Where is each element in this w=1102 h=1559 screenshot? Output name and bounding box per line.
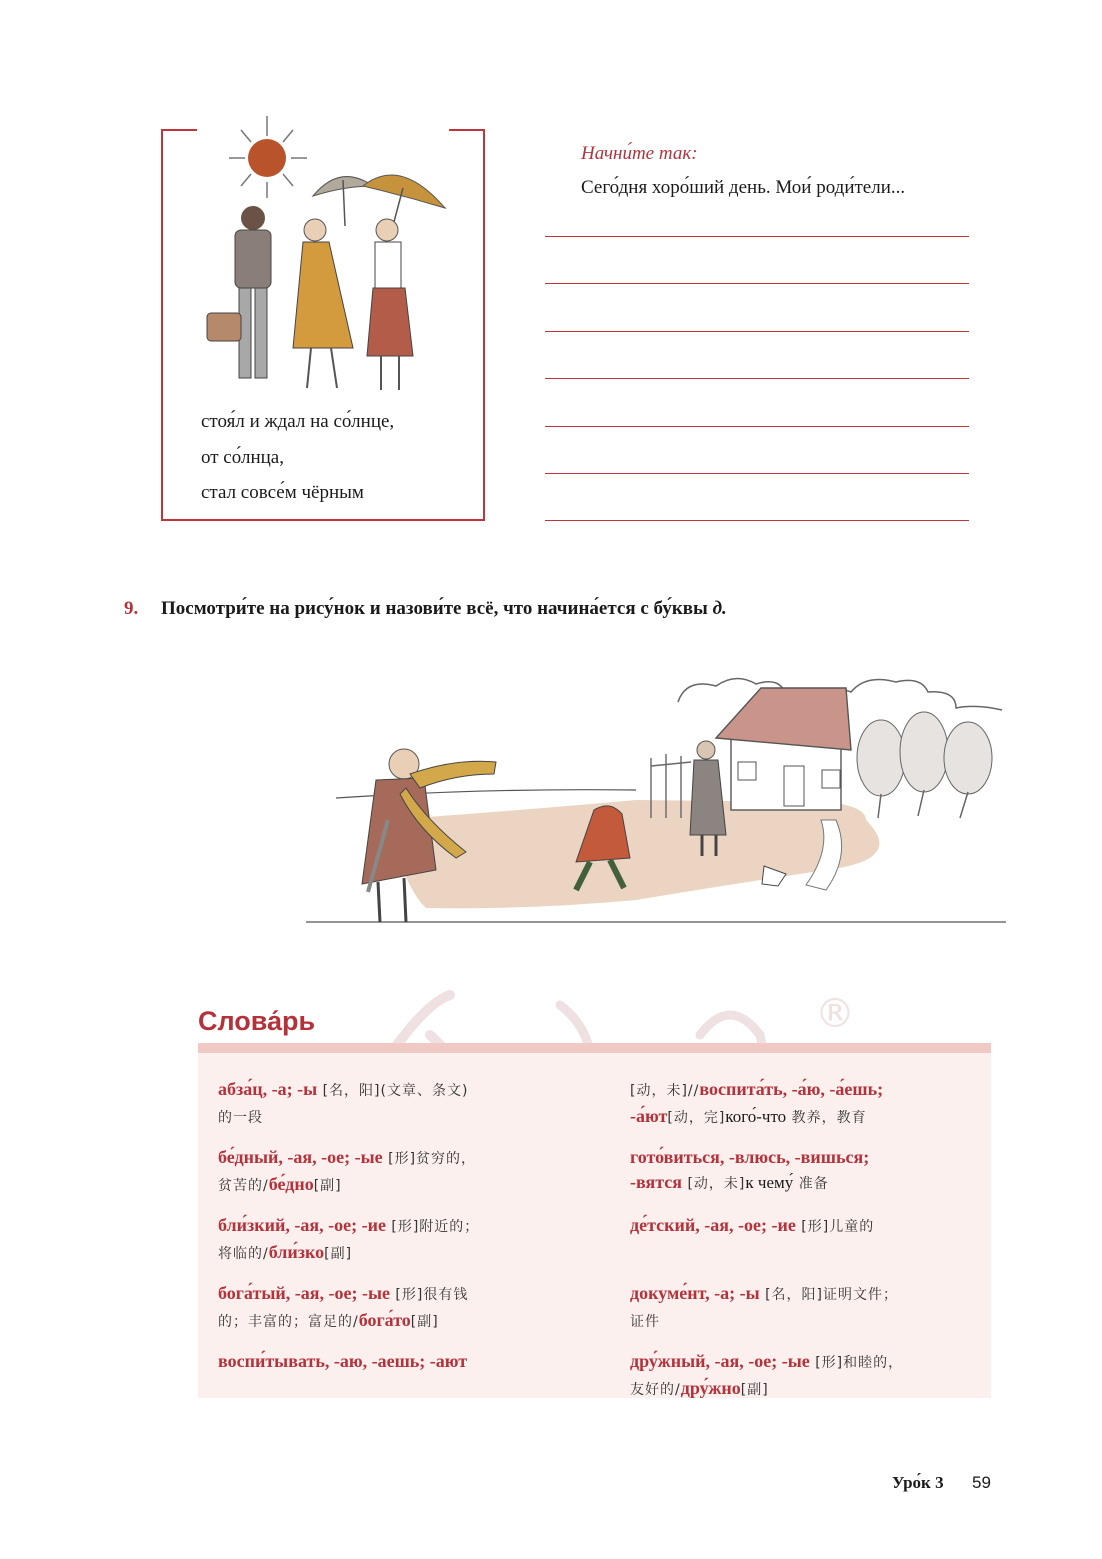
- task-letter: д.: [712, 598, 727, 619]
- vocab-entry-line: [630, 1376, 903, 1403]
- vocab-entry-line: [218, 1172, 476, 1199]
- vocab-entry: [630, 1077, 883, 1131]
- prompt-label: Начни́те так:: [581, 143, 698, 164]
- vocab-headword: бли́зкий, -ая, -ое; -ие: [218, 1215, 386, 1235]
- writing-line[interactable]: [545, 520, 969, 521]
- vocab-gloss: 准备: [793, 1176, 829, 1192]
- people-in-sun-illustration: [195, 108, 455, 398]
- vocab-entry: [218, 1281, 468, 1335]
- vocab-gloss: 教养，教育: [786, 1110, 867, 1126]
- vocab-government: к чему́: [745, 1173, 794, 1192]
- vocab-entry-line: [630, 1104, 883, 1131]
- writing-line[interactable]: [545, 378, 969, 379]
- vocab-headword: бли́зко: [268, 1242, 325, 1262]
- writing-line[interactable]: [545, 236, 969, 237]
- vocab-entry-line: [630, 1349, 903, 1376]
- sun-icon: [229, 116, 307, 198]
- vocab-entry-line: [218, 1308, 468, 1335]
- page-number: 59: [972, 1473, 991, 1492]
- writing-line[interactable]: [545, 473, 969, 474]
- vocab-entry-line: [630, 1281, 898, 1308]
- vocab-gloss: [形]贫穷的，: [382, 1151, 477, 1167]
- vocab-headword: -вятся: [630, 1172, 683, 1192]
- vocab-gloss: [副]: [410, 1314, 439, 1330]
- vocab-entry-line: [218, 1077, 468, 1104]
- vocab-entry-line: [630, 1308, 898, 1335]
- vocabulary-title: Слова́рь: [198, 1006, 316, 1036]
- vocab-gloss: [动，未]: [682, 1176, 746, 1192]
- vocab-entry: [218, 1213, 479, 1267]
- vocab-headword: гото́виться, -влюсь, -вишься;: [630, 1147, 870, 1167]
- vocab-gloss: [名，阳]证明文件；: [759, 1287, 899, 1303]
- caption-line-3: стал совсе́м чёрным: [201, 482, 364, 503]
- vocab-entry: [630, 1349, 903, 1403]
- vocab-entry: [630, 1213, 874, 1240]
- vocab-entry-line: [218, 1104, 468, 1131]
- caption-line-2: от со́лнца,: [201, 447, 284, 468]
- writing-line[interactable]: [545, 426, 969, 427]
- vocab-gloss: [副]: [324, 1246, 353, 1262]
- vocab-entry-line: [218, 1349, 467, 1374]
- vocab-entry-line: [218, 1240, 479, 1267]
- vocab-gloss: 证件: [630, 1314, 660, 1330]
- vocab-gloss: [动，未]//: [630, 1083, 700, 1099]
- vocab-government: кого́-что: [725, 1107, 787, 1126]
- vocab-gloss: [形]很有钱: [389, 1287, 469, 1303]
- vocab-gloss: 的；丰富的；富足的/: [218, 1314, 359, 1330]
- vocab-gloss: [名，阳](文章、条文): [317, 1083, 469, 1099]
- vocab-entry: [218, 1077, 468, 1131]
- vocab-gloss: [形]儿童的: [795, 1219, 875, 1235]
- vocab-headword: бе́дный, -ая, -ое; -ые: [218, 1147, 383, 1167]
- vocab-gloss: 的一段: [218, 1110, 263, 1126]
- vocab-headword: бе́дно: [268, 1174, 314, 1194]
- task-instruction-text: Посмотри́те на рису́нок и назови́те всё, что начина́ется с бу́квы: [161, 598, 713, 619]
- prompt-text: Сего́дня хоро́ший день. Мои́ роди́тели...: [581, 177, 906, 198]
- vocab-entry: [218, 1349, 467, 1374]
- vocab-headword: -а́ют: [630, 1106, 668, 1126]
- vocab-headword: де́тский, -ая, -ое; -ие: [630, 1215, 796, 1235]
- landscape-illustration: [306, 670, 1006, 930]
- vocab-headword: воспи́тывать, -аю, -аешь; -ают: [218, 1351, 468, 1371]
- vocabulary-header-bar: [198, 1043, 991, 1053]
- vocab-entry: [630, 1145, 869, 1197]
- vocab-entry-line: [630, 1145, 869, 1170]
- vocab-gloss: 友好的/: [630, 1382, 681, 1398]
- vocab-entry-line: [630, 1170, 869, 1197]
- vocab-headword: воспита́ть, -а́ю, -а́ешь;: [699, 1079, 884, 1099]
- vocab-headword: бога́то: [358, 1310, 411, 1330]
- vocab-entry: [630, 1281, 898, 1335]
- vocab-headword: дру́жный, -ая, -ое; -ые: [630, 1351, 810, 1371]
- vocab-gloss: 贫苦的/: [218, 1178, 269, 1194]
- watermark-registered: ®: [815, 991, 855, 1037]
- vocab-gloss: [形]附近的；: [385, 1219, 480, 1235]
- footer-lesson: Уро́к 3: [892, 1473, 944, 1492]
- vocab-entry-line: [630, 1077, 883, 1104]
- vocab-gloss: [形]和睦的，: [809, 1355, 904, 1371]
- writing-line[interactable]: [545, 283, 969, 284]
- caption-line-1: стоя́л и ждал на со́лнце,: [201, 411, 395, 432]
- vocab-entry-line: [218, 1145, 476, 1172]
- vocab-headword: докуме́нт, -а; -ы: [630, 1283, 760, 1303]
- task-instruction: [161, 598, 727, 620]
- writing-line[interactable]: [545, 331, 969, 332]
- vocab-headword: бога́тый, -ая, -ое; -ые: [218, 1283, 390, 1303]
- vocab-gloss: [副]: [740, 1382, 769, 1398]
- vocab-entry-line: [218, 1213, 479, 1240]
- vocab-gloss: 将临的/: [218, 1246, 269, 1262]
- vocab-gloss: [动，完]: [667, 1110, 726, 1126]
- vocab-headword: дру́жно: [680, 1378, 741, 1398]
- vocab-gloss: [副]: [313, 1178, 342, 1194]
- vocab-entry-line: [218, 1281, 468, 1308]
- vocab-headword: абза́ц, -а; -ы: [218, 1079, 318, 1099]
- task-number: 9.: [124, 598, 139, 619]
- vocab-entry: [218, 1145, 476, 1199]
- vocab-entry-line: [630, 1213, 874, 1240]
